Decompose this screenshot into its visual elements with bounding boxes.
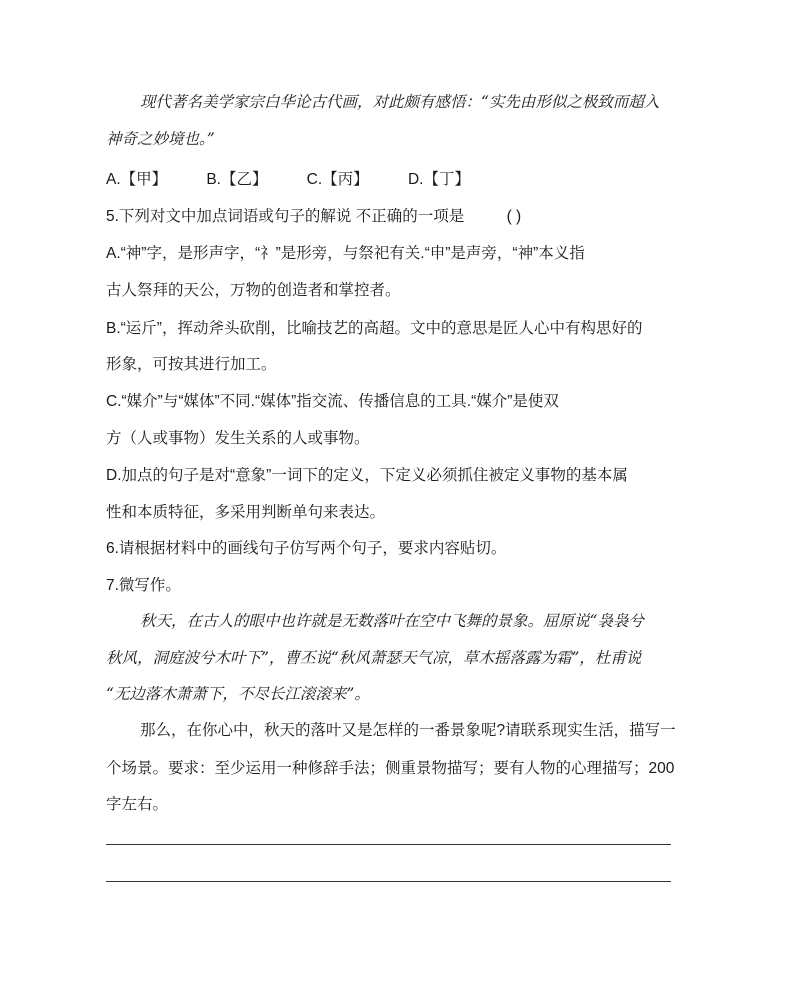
q7-prompt-line-1: 那么，在你心中，秋天的落叶又是怎样的一番景象呢?请联系现实生活，描写一 [140,722,676,739]
q5-answer-blank: ( ) [506,208,522,225]
quote-line-1: 现代著名美学家宗白华论古代画，对此颇有感悟：“实先由形似之极致而超入 [140,93,660,111]
q7-title: 7.微写作。 [106,577,181,594]
option-b: B.【乙】 [206,171,268,188]
option-d: D.【丁】 [407,171,470,188]
q5-option-d-line-2: 性和本质特征，多采用判断单句来表达。 [106,504,386,521]
q5-stem [106,204,706,226]
q7-prompt-line-3: 字左右。 [106,796,169,813]
q7-passage-line-1: 秋天，在古人的眼中也许就是无数落叶在空中飞舞的景象。屈原说“袅袅兮 [140,612,644,630]
q5-option-d-line-1: D.加点的句子是对“意象”一词下的定义，下定义必须抓住被定义事物的基本属 [106,467,628,484]
q5-option-a-line-2: 古人祭拜的天公，万物的创造者和掌控者。 [106,282,401,299]
q5-option-c-line-1: C.“媒介”与“媒体”不同.“媒体”指交流、传播信息的工具.“媒介”是使双 [106,393,559,410]
q5-option-b-line-1: B.“运斤”，挥动斧头砍削，比喻技艺的高超。文中的意思是匠人心中有构思好的 [106,320,643,337]
quote-line-2: 神奇之妙境也。” [106,130,215,148]
q5-option-b-line-2: 形象，可按其进行加工。 [106,356,277,373]
q5-option-c-line-2: 方（人或事物）发生关系的人或事物。 [106,430,370,447]
q5-stem-text: 5.下列对文中加点词语或句子的解说 不正确的一项是 [106,208,465,225]
option-a: A.【甲】 [106,171,168,188]
q7-passage-line-2: 秋风，洞庭波兮木叶下”，曹丕说“秋风萧瑟天气凉，草木摇落露为霜”，杜甫说 [106,649,642,667]
answer-line-1[interactable] [106,844,671,845]
q5-option-a-line-1: A.“神”字，是形声字，“礻”是形旁，与祭祀有关.“申”是声旁，“神”本义指 [106,245,585,262]
q6-text: 6.请根据材料中的画线句子仿写两个句子，要求内容贴切。 [106,540,507,557]
q7-passage-line-3: “无边落木萧萧下，不尽长江滚滚来”。 [106,685,370,703]
answer-line-2[interactable] [106,881,671,882]
q7-prompt-line-2: 个场景。要求：至少运用一种修辞手法；侧重景物描写；要有人物的心理描写；200 [106,760,675,777]
option-c: C.【丙】 [306,171,369,188]
q4-options [106,167,706,189]
